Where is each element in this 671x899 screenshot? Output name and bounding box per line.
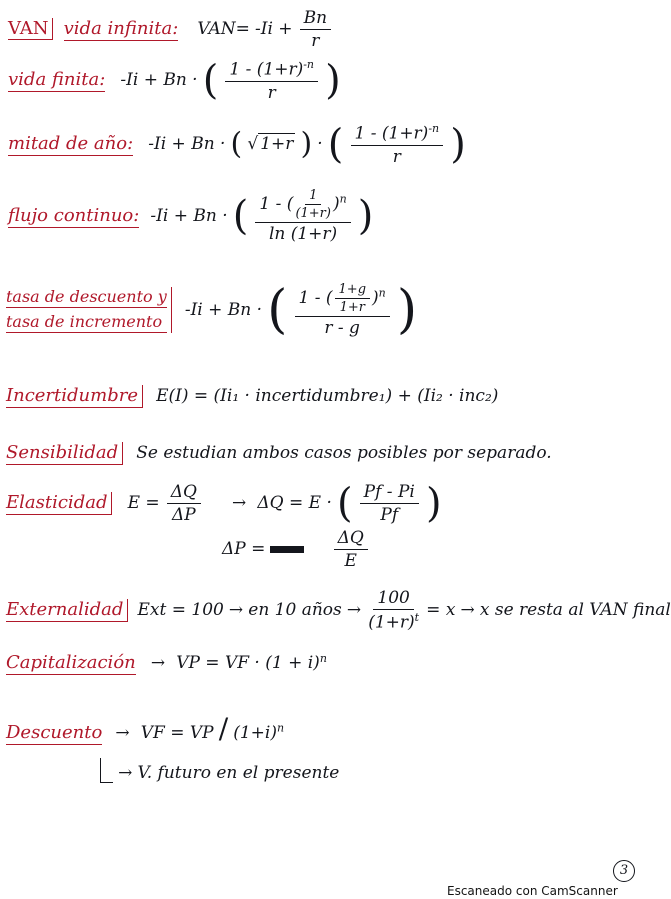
tasa-label-2: tasa de incremento xyxy=(6,312,167,333)
page-number: 3 xyxy=(613,860,635,882)
sensibilidad-label: Sensibilidad xyxy=(6,442,123,465)
arrow-icon: → xyxy=(232,493,247,513)
externalidad-text-b: en 10 años xyxy=(248,599,342,620)
descuento-row xyxy=(6,712,284,745)
arrow-icon: → xyxy=(228,599,244,620)
delta-p-den: E xyxy=(344,551,357,571)
arrow-icon: → xyxy=(115,723,130,743)
delta-p-num: ΔQ xyxy=(334,528,368,550)
vida-finita-label: vida finita: xyxy=(8,68,106,90)
elasticidad-label: Elasticidad xyxy=(6,492,112,515)
tasa-label-1: tasa de descuento y xyxy=(6,287,167,306)
flujo-num-a: 1 - xyxy=(259,194,282,214)
arrow-icon: → xyxy=(460,599,475,620)
externalidad-text-a: Ext = 100 xyxy=(137,599,224,620)
van-num: Bn xyxy=(300,8,331,30)
mitad-root: √ 1+r xyxy=(247,133,294,154)
mitad-label: mitad de año: xyxy=(8,132,134,154)
van-infinita-row xyxy=(8,8,333,51)
mitad-fraction xyxy=(351,122,444,167)
mitad-term: -Ii + Bn · xyxy=(148,133,226,154)
tasa-den: r - g xyxy=(324,318,360,338)
van-fraction xyxy=(300,8,331,51)
vida-finita-num: 1 - (1+r) xyxy=(229,59,304,80)
tasa-inner-den: 1+r xyxy=(339,300,365,315)
descuento-formula-a: VF = VP xyxy=(140,723,214,743)
externalidad-num: 100 xyxy=(373,588,413,610)
van-term: -Ii + xyxy=(254,19,293,39)
descuento-label: Descuento xyxy=(6,722,103,743)
tasa-label-block xyxy=(6,287,172,333)
vida-finita-fraction xyxy=(225,58,318,103)
arrow-icon: → xyxy=(346,599,362,620)
mitad-row: mitad de año: -Ii + Bn · ( √ 1+r ) · ( $\frac{1 - (1+r)^{-n}}{r}$ ) xyxy=(8,121,466,168)
elasticidad-rhs-num: Pf - Pi xyxy=(360,482,419,504)
tasa-fraction: 1 - ( $\frac{1+g}{1+r}$ )$^n$ r - g xyxy=(295,282,390,338)
scanner-watermark: Escaneado con CamScanner xyxy=(447,884,618,898)
elasticidad-fraction xyxy=(167,482,201,525)
flujo-den: ln (1+r) xyxy=(268,224,338,244)
externalidad-den: (1+r) xyxy=(368,612,415,633)
elasticidad-lhs: E = xyxy=(127,493,160,513)
flujo-inner-den: (1+r) xyxy=(295,206,331,221)
externalidad-fraction: $\frac{100}{(1+r)^t}$ xyxy=(368,588,420,633)
flujo-term: -Ii + Bn · xyxy=(150,205,228,226)
flujo-row: flujo continuo: -Ii + Bn · ( 1 - ( $\frac{1}{(1+r)}$ )$^n$ ln (1+r) ) xyxy=(8,188,374,244)
flujo-label: flujo continuo: xyxy=(8,204,140,226)
capitalizacion-exp: n xyxy=(319,652,327,665)
flujo-fraction: 1 - ( $\frac{1}{(1+r)}$ )$^n$ ln (1+r) xyxy=(255,188,350,244)
elasticidad-rhs-lhs: ΔQ = E · xyxy=(257,493,332,513)
arrow-icon: → xyxy=(118,763,133,783)
elasticidad-den: ΔP xyxy=(171,505,196,525)
mitad-exp: -n xyxy=(428,122,440,135)
vida-finita-term: -Ii + Bn · xyxy=(120,69,198,90)
flujo-exp: n xyxy=(339,192,347,206)
paren-close: ) xyxy=(325,57,341,104)
corner-arrow-icon xyxy=(100,758,113,783)
capitalizacion-row xyxy=(6,652,327,673)
paren-open: ( xyxy=(202,57,219,104)
externalidad-text-d: x se resta al VAN final xyxy=(479,599,671,620)
incertidumbre-formula: E(I) = (Ii₁ · incertidumbre₁) + (Ii₂ · inc₂) xyxy=(156,386,499,406)
incertidumbre-row xyxy=(6,385,498,406)
vida-finita-exp: -n xyxy=(303,58,315,71)
delta-p-row xyxy=(222,528,370,571)
sensibilidad-text: Se estudian ambos casos posibles por separado. xyxy=(136,443,552,463)
arrow-icon: → xyxy=(150,653,166,674)
elasticidad-row: Elasticidad E = $\frac{\Delta Q}{\Delta P}$ → ΔQ = E · ( $\frac{Pf - Pi}{Pf}$ ) xyxy=(6,480,442,527)
slash: / xyxy=(218,712,229,745)
tasa-inner-num: 1+g xyxy=(335,282,371,299)
delta-p-lhs: ΔP = xyxy=(222,539,266,559)
flujo-inner-num: 1 xyxy=(305,188,321,205)
elasticidad-rhs-den: Pf xyxy=(380,505,399,525)
externalidad-label: Externalidad xyxy=(6,599,128,622)
van-label: VAN xyxy=(8,18,53,40)
tasa-term: -Ii + Bn · xyxy=(184,299,263,320)
externalidad-text-c: = x xyxy=(426,599,456,620)
descuento-note: V. futuro en el presente xyxy=(137,763,340,783)
sensibilidad-row xyxy=(6,442,552,463)
van-lhs: VAN= xyxy=(197,19,250,39)
scribble-mark xyxy=(270,546,304,553)
descuento-formula-b: (1+i) xyxy=(233,723,277,743)
descuento-note-row xyxy=(100,758,339,783)
descuento-exp: n xyxy=(276,721,285,735)
capitalizacion-label: Capitalización xyxy=(6,652,136,674)
van-den: r xyxy=(311,31,320,51)
elasticidad-num: ΔQ xyxy=(167,482,201,504)
mitad-den: r xyxy=(392,146,401,167)
capitalizacion-formula: VP = VF · (1 + i) xyxy=(176,653,320,674)
tasa-row: tasa de descuento y tasa de incremento -Ii + Bn · ( 1 - ( $\frac{1+g}{1+r}$ )$^n$ r - g ) xyxy=(6,280,418,340)
delta-p-fraction xyxy=(334,528,368,571)
externalidad-row xyxy=(6,588,671,633)
vida-finita-den: r xyxy=(267,82,276,103)
tasa-exp: n xyxy=(378,286,386,300)
vida-infinita-label: vida infinita: xyxy=(63,18,179,39)
elasticidad-rhs-fraction xyxy=(360,482,419,525)
incertidumbre-label: Incertidumbre xyxy=(6,385,143,408)
vida-finita-row xyxy=(8,58,341,103)
mitad-num: 1 - (1+r) xyxy=(354,123,429,144)
